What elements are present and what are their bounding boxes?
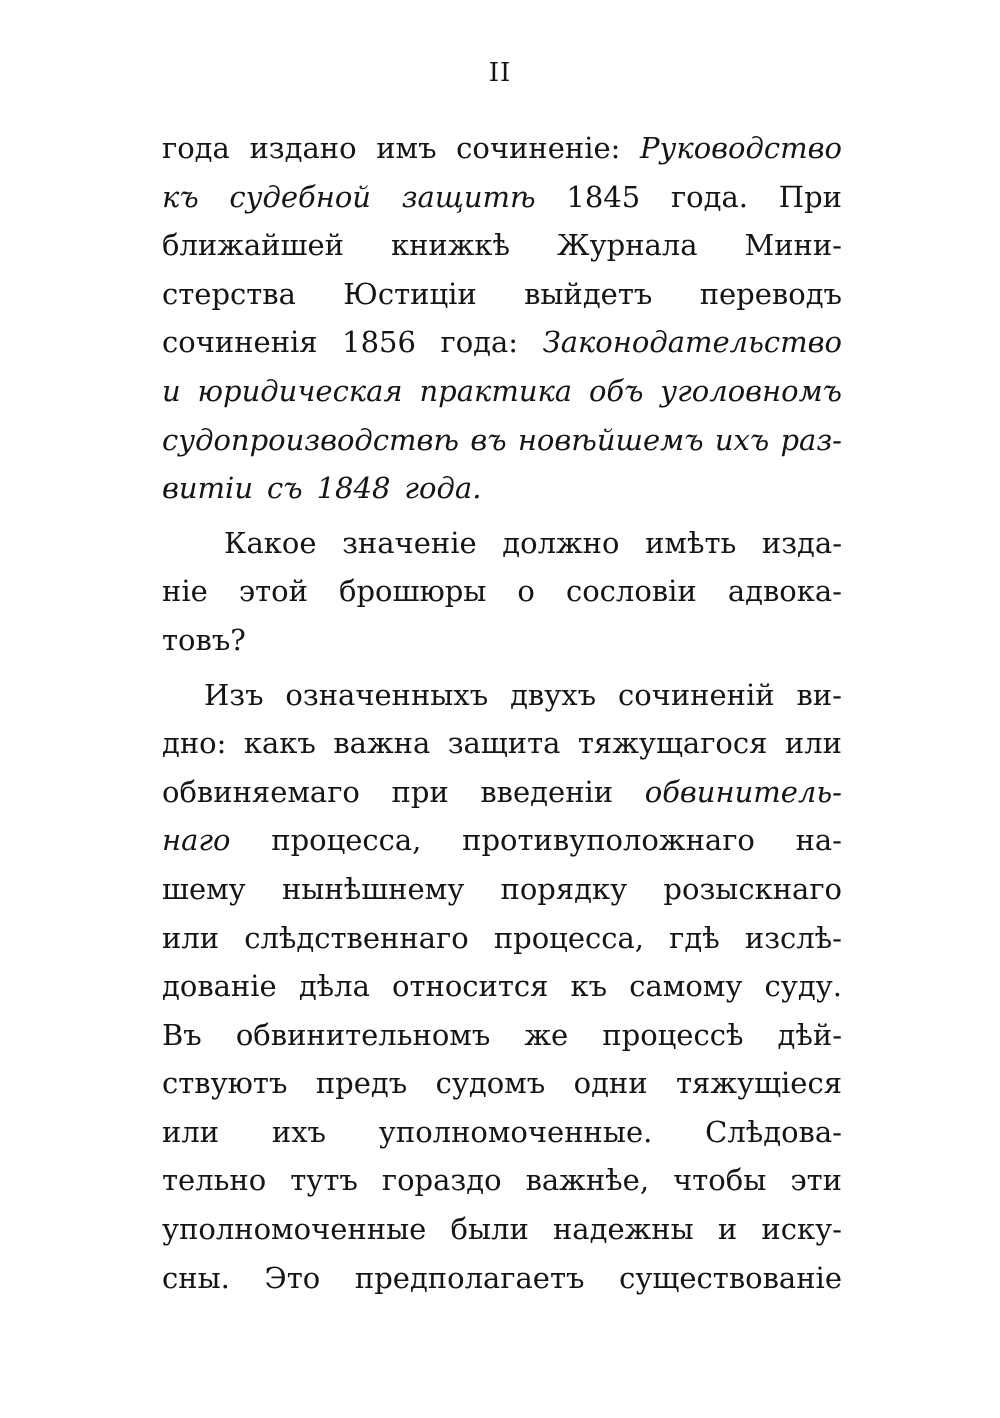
word: важнѣе, (525, 1163, 650, 1198)
italic-word: судопроизводствѣ (162, 422, 460, 457)
text-line (162, 921, 842, 970)
word: были (450, 1212, 529, 1247)
word: ствуютъ (162, 1066, 288, 1101)
word: сочиненій (617, 677, 775, 712)
italic-word: витіи (162, 471, 254, 506)
word: ихъ (271, 1114, 327, 1149)
word: двухъ (510, 677, 597, 712)
word: имѣть (645, 525, 737, 560)
italic-word: и (162, 373, 181, 408)
word: обвиняемаго (162, 774, 360, 809)
text-line (162, 823, 842, 872)
text-line (162, 277, 842, 326)
word: 1845 (566, 179, 641, 214)
word: книжкѣ (390, 228, 511, 263)
italic-word: новѣйшемъ (517, 422, 704, 457)
word: дѣй- (777, 1017, 842, 1052)
word: или (784, 726, 842, 761)
text-line (162, 872, 842, 921)
word: выйдетъ (524, 276, 653, 311)
word: адвока- (727, 574, 842, 609)
text-line (162, 180, 842, 229)
word: тутъ (290, 1163, 358, 1198)
italic-word: раз- (780, 422, 842, 457)
word: означенныхъ (285, 677, 489, 712)
word: же (524, 1017, 569, 1052)
word: эти (790, 1163, 842, 1198)
word: года. (670, 179, 749, 214)
italic-word: года. (404, 471, 482, 506)
word: иску- (761, 1212, 842, 1247)
text-line (162, 131, 842, 180)
word: тельно (162, 1163, 267, 1198)
word: Въ (162, 1017, 202, 1052)
word: изслѣ- (744, 920, 842, 955)
word: ніе (162, 574, 208, 609)
word: 1856 (342, 325, 416, 360)
italic-word: практика (419, 373, 573, 408)
word: защита (447, 726, 561, 761)
word: тяжущагося (577, 726, 768, 761)
word: Юстиціи (343, 276, 477, 311)
word: относится (391, 969, 549, 1004)
word: предполагаетъ (354, 1260, 585, 1295)
word: гораздо (381, 1163, 502, 1198)
text-line (162, 623, 842, 672)
word: имъ (376, 131, 437, 165)
italic-word: съ (267, 471, 303, 506)
word: переводъ (699, 276, 842, 311)
italic-word: судебной (229, 179, 371, 214)
word: гдѣ (669, 920, 720, 955)
word: дно: (162, 726, 227, 761)
body-text (162, 131, 842, 1309)
italic-word: Руководство (640, 131, 842, 165)
text-line (162, 1018, 842, 1067)
word: судомъ (435, 1066, 546, 1101)
word: Изъ (204, 677, 264, 712)
word: и (717, 1212, 738, 1247)
italic-word: юридическая (197, 373, 403, 408)
text-line (162, 228, 842, 277)
word: чтобы (673, 1163, 767, 1198)
word: Слѣдова- (705, 1114, 842, 1149)
word: о (517, 574, 535, 609)
italic-word: 1848 (316, 471, 391, 506)
word: нынѣшнему (281, 871, 465, 906)
word: года (162, 131, 230, 165)
text-line (162, 423, 842, 472)
italic-word: Законодательство (542, 325, 842, 360)
italic-word: въ (470, 422, 507, 457)
italic-word: объ (588, 373, 644, 408)
word: или (162, 920, 220, 955)
word: ви- (796, 677, 842, 712)
word: существованіе (619, 1260, 842, 1295)
word: ближайшей (162, 228, 344, 263)
word: надежны (552, 1212, 694, 1247)
word: сословіи (565, 574, 697, 609)
word: важна (333, 726, 431, 761)
italic-word: защитѣ (401, 179, 536, 214)
italic-word: къ (162, 179, 199, 214)
word: къ (570, 969, 608, 1004)
page-number: II (488, 58, 512, 88)
word: или (162, 1114, 220, 1149)
word: сны. (162, 1260, 230, 1295)
word: самому (629, 969, 743, 1004)
word: стерства (162, 276, 296, 311)
word: значеніе (342, 525, 477, 560)
word: При (778, 179, 842, 214)
text-line (162, 1115, 842, 1164)
italic-word: уголовномъ (660, 373, 842, 408)
word: тяжущіеся (675, 1066, 842, 1101)
word: товъ? (162, 622, 246, 657)
italic-word: обвинитель- (644, 774, 842, 809)
word: процесса, (493, 920, 644, 955)
word: противуположнаго (462, 823, 755, 858)
word: должно (502, 525, 620, 560)
word: уполномоченные. (378, 1114, 653, 1149)
word: дѣла (298, 969, 370, 1004)
word: брошюры (339, 574, 487, 609)
word: обвинительномъ (235, 1017, 491, 1052)
word: одни (573, 1066, 648, 1101)
text-line (162, 325, 842, 374)
word: предъ (315, 1066, 408, 1101)
italic-word: наго (162, 823, 231, 858)
word: шему (162, 871, 246, 906)
text-line (162, 574, 842, 623)
text-line (162, 969, 842, 1018)
word: Какое (224, 525, 317, 560)
text-line (162, 678, 842, 727)
text-line (162, 374, 842, 423)
word: процесса, (271, 823, 422, 858)
word: порядку (500, 871, 628, 906)
word: при (391, 774, 449, 809)
text-line (162, 471, 842, 520)
word: дованіе (162, 969, 277, 1004)
word: Это (264, 1260, 321, 1295)
word: на- (795, 823, 842, 858)
word: уполномоченные (162, 1212, 427, 1247)
word: Мини- (744, 228, 842, 263)
text-line (162, 1066, 842, 1115)
word: введеніи (480, 774, 614, 809)
word: слѣдственнаго (244, 920, 469, 955)
word: издано (249, 131, 357, 165)
word: процессѣ (602, 1017, 744, 1052)
word: розыскнаго (663, 871, 842, 906)
text-line (162, 1261, 842, 1310)
text-line (162, 775, 842, 824)
text-line (162, 1212, 842, 1261)
word: сочиненія (162, 325, 318, 360)
word: года: (440, 325, 519, 360)
word: сочиненіе: (456, 131, 621, 165)
text-line (162, 526, 842, 575)
text-line (162, 726, 842, 775)
text-line (162, 1163, 842, 1212)
word: какъ (243, 726, 316, 761)
word: изда- (761, 525, 842, 560)
word: этой (238, 574, 308, 609)
word: суду. (764, 969, 842, 1004)
word: Журнала (556, 228, 698, 263)
italic-word: ихъ (714, 422, 770, 457)
